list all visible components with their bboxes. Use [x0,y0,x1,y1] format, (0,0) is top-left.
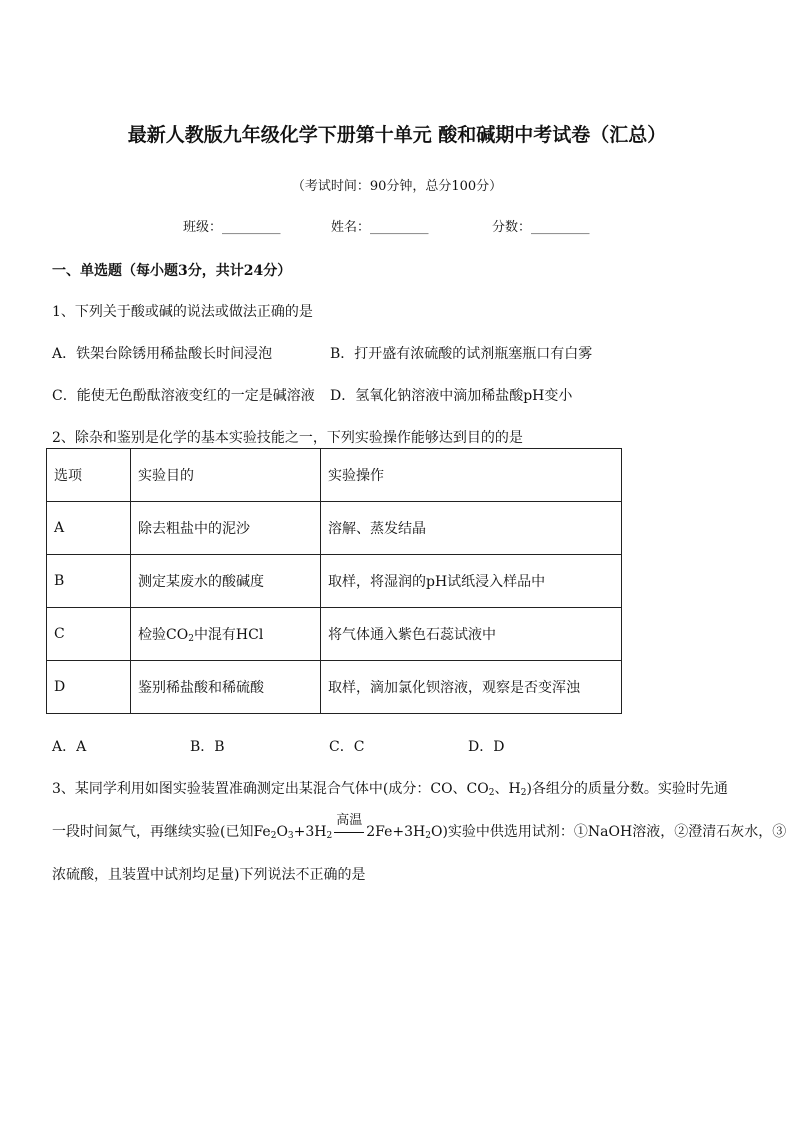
question-text: 3、某同学利用如图实验装置准确测定出某混合气体中(成分：CO、CO [52,781,489,797]
question-1-option-b: B．打开盛有浓硫酸的试剂瓶塞瓶口有白雾 [330,346,593,362]
table-row [47,502,622,555]
question-text: 2Fe+3H [366,824,426,840]
exam-info: （考试时间：90分钟，总分100分） [291,179,503,194]
question-1-option-c: C．能使无色酚酞溶液变红的一定是碱溶液 [52,388,315,404]
name-field: 姓名：_________ [331,220,429,235]
table-cell-option: A [47,502,131,555]
table-row [47,608,622,661]
table-header-cell: 选项 [47,449,131,502]
table-cell-option: B [47,555,131,608]
question-2-answer-d: D．D [468,739,505,755]
subscript: 2 [520,788,527,798]
question-text: +3H [293,824,327,840]
subscript: 2 [425,831,431,841]
question-1-option-a: A．铁架台除锈用稀盐酸长时间浸泡 [52,346,273,362]
subscript: 3 [287,831,294,841]
subscript: 2 [326,831,333,841]
question-3-line-2 [52,813,787,841]
goal-text: 检验CO [138,627,189,643]
question-2-answer-b: B．B [190,739,225,755]
table-cell-goal: 除去粗盐中的泥沙 [131,502,321,555]
table-cell-option: D [47,661,131,714]
question-text: 、H [494,781,521,797]
table-cell-operation: 溶解、蒸发结晶 [321,502,622,555]
experiment-table [46,448,622,714]
table-cell-goal: 测定某废水的酸碱度 [131,555,321,608]
question-3-line-3: 浓硫酸，且装置中试剂均足量)下列说法不正确的是 [52,867,366,883]
page-title: 最新人教版九年级化学下册第十单元 酸和碱期中考试卷（汇总） [127,124,667,146]
question-2-answer-c: C．C [329,739,365,755]
table-header-cell: 实验操作 [321,449,622,502]
reaction-condition [334,813,364,840]
table-cell-goal: 鉴别稀盐酸和稀硫酸 [131,661,321,714]
question-2-answer-a: A．A [52,739,87,755]
table-row [47,555,622,608]
question-text: )各组分的质量分数。实验时先通 [526,781,728,797]
table-cell-operation: 取样，将湿润的pH试纸浸入样品中 [321,555,622,608]
question-1-stem: 1、下列关于酸或碱的说法或做法正确的是 [52,304,313,320]
subscript: 2 [488,788,495,798]
score-field: 分数：_________ [492,220,590,235]
question-2-stem: 2、除杂和鉴别是化学的基本实验技能之一，下列实验操作能够达到目的的是 [52,430,523,446]
section-heading: 一、单选题（每小题3分，共计24分） [52,263,292,279]
table-cell-goal [131,608,321,661]
goal-text: 中混有HCl [193,627,264,643]
question-text: O)实验中供选用试剂：①NaOH溶液，②澄清石灰水，③ [430,824,787,840]
question-1-option-d: D．氢氧化钠溶液中滴加稀盐酸pH变小 [330,388,573,404]
condition-label: 高温 [336,813,363,828]
subscript: 2 [188,634,194,644]
table-row [47,661,622,714]
table-header-row [47,449,622,502]
reaction-arrow-line [334,832,364,833]
question-text: O [276,824,288,840]
table-cell-operation: 取样，滴加氯化钡溶液，观察是否变浑浊 [321,661,622,714]
question-text: 一段时间氮气，再继续实验(已知Fe [52,824,271,840]
subscript: 2 [270,831,277,841]
class-field: 班级：_________ [183,220,281,235]
table-cell-option: C [47,608,131,661]
question-3-line-1 [52,778,728,798]
table-cell-operation: 将气体通入紫色石蕊试液中 [321,608,622,661]
table-header-cell: 实验目的 [131,449,321,502]
